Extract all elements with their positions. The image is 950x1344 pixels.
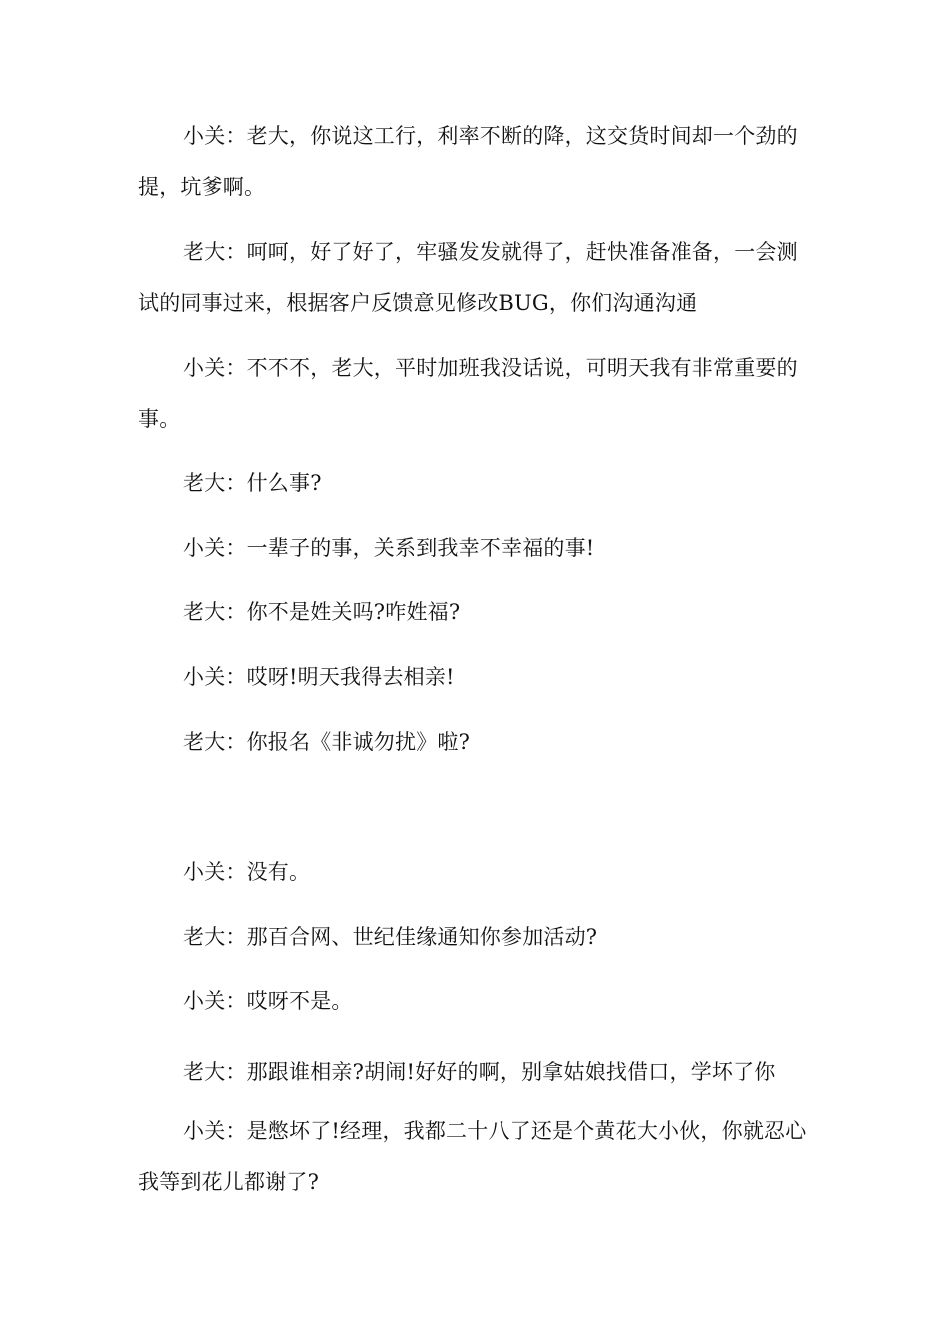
dialogue-paragraph: 老大：呵呵，好了好了，牢骚发发就得了，赶快准备准备，一会测试的同事过来，根据客户反馈意见修改BUG，你们沟通沟通: [138, 240, 798, 315]
dialogue-paragraph: 老大：什么事?: [183, 471, 322, 495]
dialogue-paragraph: 小关：不不不，老大，平时加班我没话说，可明天我有非常重要的事。: [138, 356, 798, 431]
dialogue-paragraph: 小关：老大，你说这工行，利率不断的降，这交货时间却一个劲的提，坑爹啊。: [138, 124, 798, 199]
dialogue-paragraph: 老大：你报名《非诚勿扰》啦?: [183, 730, 471, 754]
dialogue-paragraph: 小关：是憋坏了!经理，我都二十八了还是个黄花大小伙，你就忍心我等到花儿都谢了?: [138, 1119, 807, 1194]
dialogue-paragraph: 老大：你不是姓关吗?咋姓福?: [183, 600, 461, 624]
dialogue-paragraph: 老大：那跟谁相亲?胡闹!好好的啊，别拿姑娘找借口，学坏了你: [183, 1060, 776, 1084]
dialogue-paragraph: 老大：那百合网、世纪佳缘通知你参加活动?: [183, 925, 598, 949]
dialogue-paragraph: 小关：哎呀不是。: [183, 989, 353, 1013]
dialogue-paragraph: 小关：一辈子的事，关系到我幸不幸福的事!: [183, 536, 595, 560]
dialogue-paragraph: 小关：哎呀!明天我得去相亲!: [183, 665, 455, 689]
dialogue-paragraph: 小关：没有。: [183, 860, 311, 884]
